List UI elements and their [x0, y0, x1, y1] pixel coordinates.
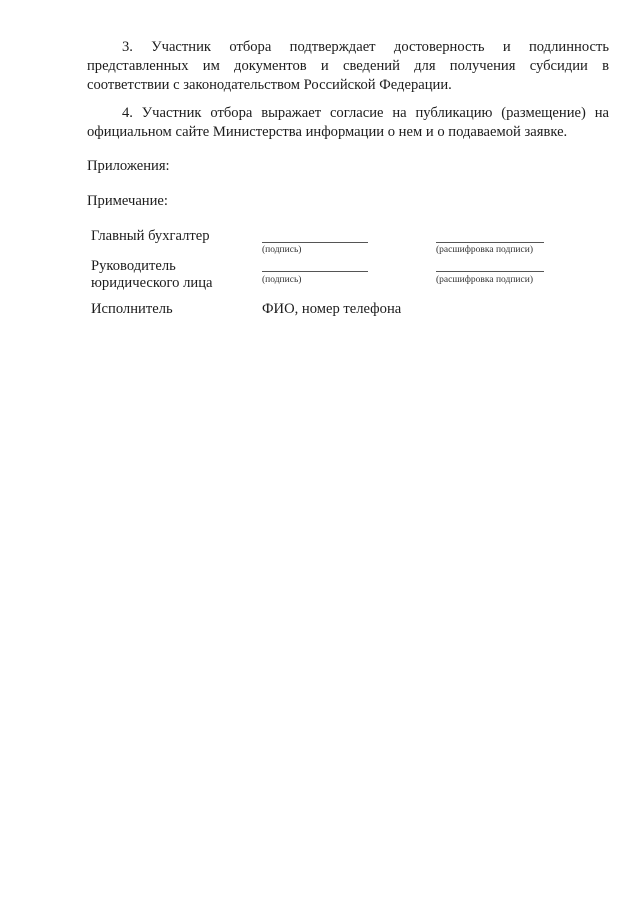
chief-accountant-decoding-line — [436, 242, 544, 243]
head-decoding-line — [436, 271, 544, 272]
head-role-line2: юридического лица — [91, 275, 213, 291]
executor-role: Исполнитель — [91, 301, 173, 317]
head-signature-line — [262, 271, 368, 272]
chief-accountant-role: Главный бухгалтер — [91, 228, 210, 244]
appendices-label: Приложения: — [87, 158, 170, 174]
paragraph-4: 4. Участник отбора выражает согласие на публикацию (размещение) на официальном сайте Министерства информации о нем и о подаваемой заявке. — [87, 105, 609, 140]
chief-accountant-decoding-caption: (расшифровка подписи) — [436, 245, 533, 255]
executor-value: ФИО, номер телефона — [262, 301, 402, 317]
chief-accountant-signature-line — [262, 242, 368, 243]
head-role-line1: Руководитель — [91, 258, 176, 274]
head-decoding-caption: (расшифровка подписи) — [436, 275, 533, 285]
head-signature-caption: (подпись) — [262, 275, 302, 285]
chief-accountant-signature-caption: (подпись) — [262, 245, 302, 255]
note-label: Примечание: — [87, 193, 168, 209]
paragraph-3: 3. Участник отбора подтверждает достоверность и подлинность представленных им документов и сведений для получения субсидии в соответствии с законодательством Российской Федерации. — [87, 39, 609, 93]
